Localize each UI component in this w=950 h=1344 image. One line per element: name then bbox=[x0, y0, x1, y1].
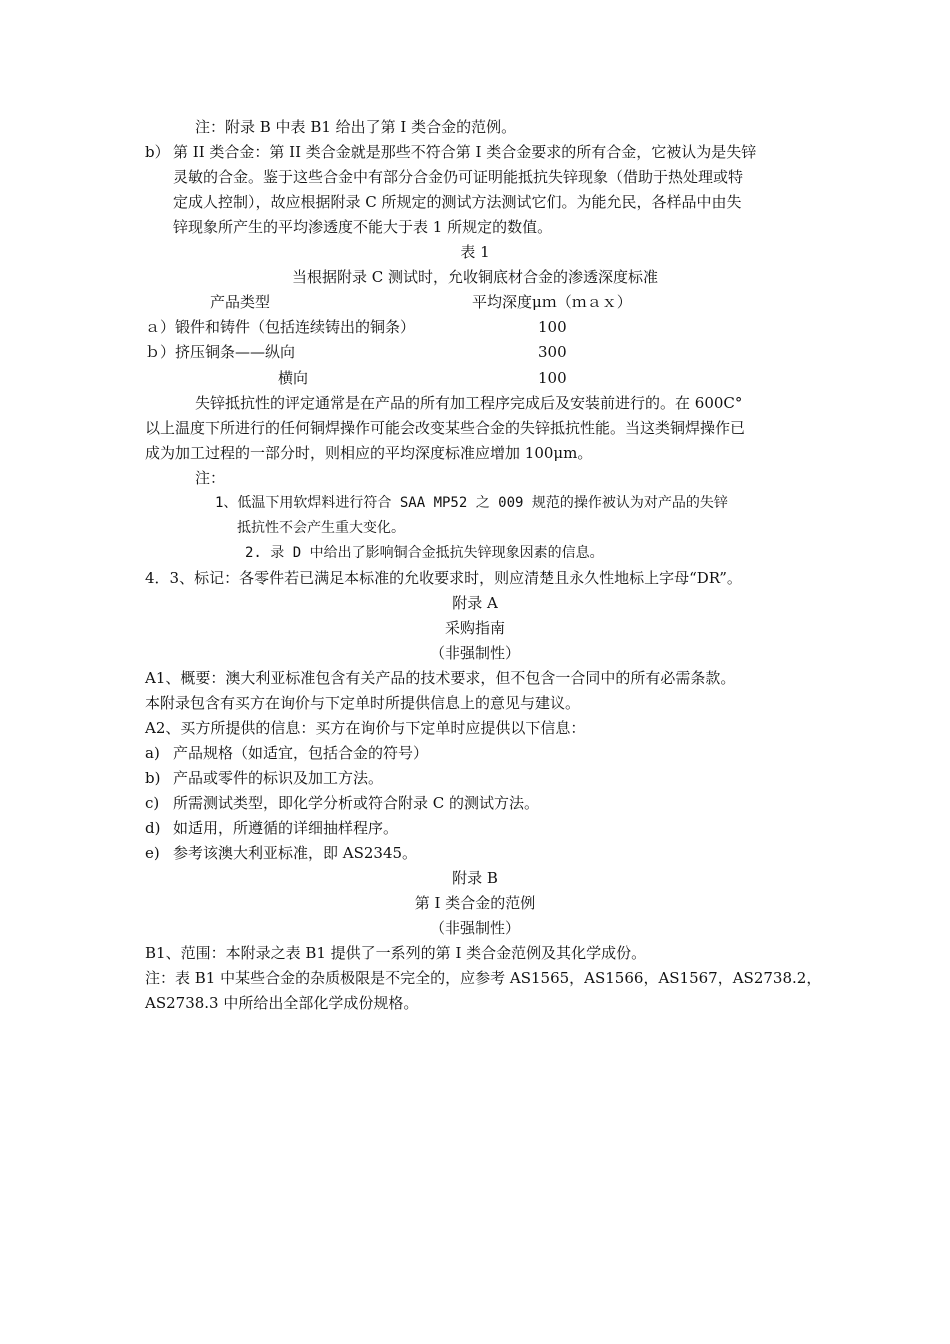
table1-row-2-depth: 300 bbox=[538, 343, 567, 361]
a1-line-1: A1、概要：澳大利亚标准包含有关产品的技术要求，但不包含一合同中的所有必需条款。 bbox=[145, 669, 736, 687]
list-item-label: e) bbox=[145, 844, 160, 862]
note-item-2: 2. 录 D 中给出了影响铜合金抵抗失锌现象因素的信息。 bbox=[245, 545, 604, 561]
b1-note-line-2: AS2738.3 中所给出全部化学成份规格。 bbox=[145, 994, 419, 1012]
marking-clause: 4．3、标记：各零件若已满足本标准的允收要求时，则应清楚且永久性地标上字母“DR”。 bbox=[145, 569, 742, 587]
table1-col-header-depth: 平均深度μｍ（ｍａｘ） bbox=[472, 293, 632, 311]
list-item-e bbox=[145, 841, 417, 866]
list-item-label: d) bbox=[145, 819, 161, 837]
a1-line-2: 本附录包含有买方在询价与下定单时所提供信息上的意见与建议。 bbox=[145, 694, 581, 712]
list-item-b bbox=[145, 766, 383, 791]
list-item-d bbox=[145, 816, 398, 841]
list-item-text: 参考该澳大利亚标准，即 AS2345。 bbox=[173, 844, 418, 862]
list-item-c bbox=[145, 791, 539, 816]
resistance-line-1: 失锌抵抗性的评定通常是在产品的所有加工程序完成后及安装前进行的。在 600C° bbox=[195, 394, 743, 412]
a2-line: A2、买方所提供的信息：买方在询价与下定单时应提供以下信息： bbox=[145, 719, 586, 737]
table1-row-3-depth: 100 bbox=[538, 369, 567, 387]
table1-col-header-type: 产品类型 bbox=[210, 293, 271, 311]
list-item-a bbox=[145, 741, 428, 766]
appendix-b-title: 附录 B bbox=[452, 869, 498, 887]
appendix-b-note: （非强制性） bbox=[429, 919, 520, 937]
note-item-1-line-1: 1、低温下用软焊料进行符合 SAA MP52 之 009 规范的操作被认为对产品的失锌 bbox=[215, 495, 728, 511]
list-item-text: 所需测试类型，即化学分析或符合附录 C 的测试方法。 bbox=[173, 794, 540, 812]
class2-line-2: 灵敏的合金。鉴于这些合金中有部分合金仍可证明能抵抗失锌现象（借助于热处理或特 bbox=[173, 168, 744, 186]
list-item-text: 产品规格（如适宜，包括合金的符号） bbox=[173, 744, 429, 762]
appendix-a-title: 附录 A bbox=[452, 594, 498, 612]
table1-row-1-type: ａ）锻件和铸件（包括连续铸出的铜条） bbox=[145, 318, 416, 336]
note-item-1-line-2: 抵抗性不会产生重大变化。 bbox=[237, 520, 405, 536]
class2-line-1: 第 II 类合金：第 II 类合金就是那些不符合第 I 类合金要求的所有合金，它被认为是失锌 bbox=[173, 143, 757, 161]
table1-title: 当根据附录 C 测试时，允收铜底材合金的渗透深度标准 bbox=[291, 268, 658, 286]
table1-row-2-type: ｂ）挤压铜条——纵向 bbox=[145, 343, 296, 361]
note-b1: 注：附录 B 中表 B1 给出了第 I 类合金的范例。 bbox=[195, 118, 517, 136]
list-item-label: c) bbox=[145, 794, 160, 812]
list-item-label: a) bbox=[145, 744, 160, 762]
class2-line-4: 锌现象所产生的平均渗透度不能大于表 1 所规定的数值。 bbox=[173, 218, 553, 236]
class2-line-3: 定成人控制），故应根据附录 C 所规定的测试方法测试它们。为能允民，各样品中由失 bbox=[173, 193, 742, 211]
b1-line: B1、范围：本附录之表 B1 提供了一系列的第 I 类合金范例及其化学成份。 bbox=[145, 944, 647, 962]
list-item-text: 产品或零件的标识及加工方法。 bbox=[173, 769, 384, 787]
notes-heading: 注： bbox=[195, 469, 226, 487]
table1-row-1-depth: 100 bbox=[538, 318, 567, 336]
list-item-label: b) bbox=[145, 769, 161, 787]
resistance-line-2: 以上温度下所进行的任何铜焊操作可能会改变某些合金的失锌抵抗性能。当这类铜焊操作已 bbox=[145, 419, 746, 437]
class2-label: b） bbox=[145, 143, 170, 161]
appendix-a-note: （非强制性） bbox=[429, 644, 520, 662]
b1-note-line-1: 注：表 B1 中某些合金的杂质极限是不完全的，应参考 AS1565，AS1566，AS1567，AS2738.2， bbox=[145, 969, 822, 987]
list-item-text: 如适用，所遵循的详细抽样程序。 bbox=[173, 819, 399, 837]
resistance-line-3: 成为加工过程的一部分时，则相应的平均深度标准应增加 100μm。 bbox=[145, 444, 593, 462]
appendix-a-subtitle: 采购指南 bbox=[444, 619, 505, 637]
table1-label: 表 1 bbox=[460, 243, 490, 261]
table1-row-3-type: 横向 bbox=[278, 369, 309, 387]
appendix-b-subtitle: 第 I 类合金的范例 bbox=[414, 894, 536, 912]
